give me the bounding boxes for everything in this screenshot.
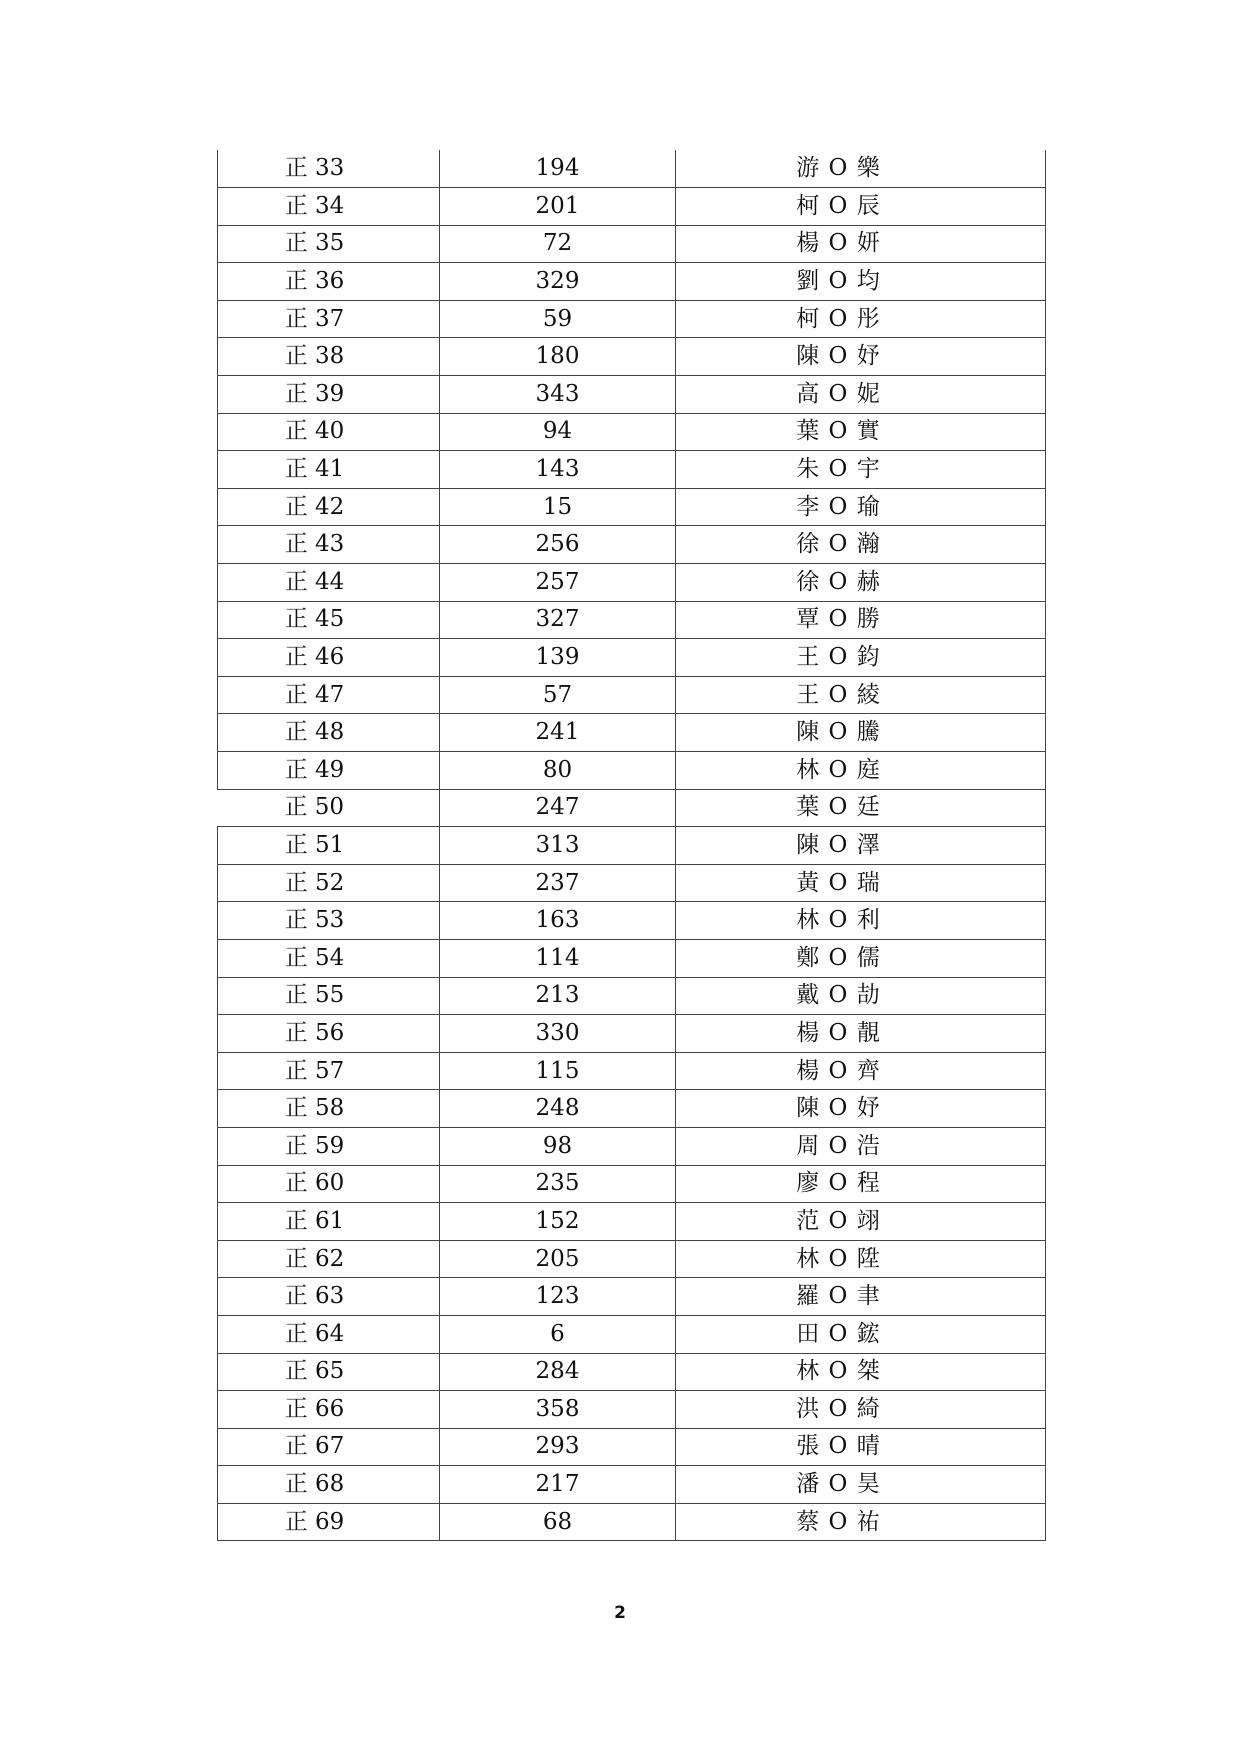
name-cell: 游 O 樂 — [676, 150, 1046, 188]
number-cell: 213 — [440, 977, 676, 1015]
name-cell: 葉 O 實 — [676, 413, 1046, 451]
name-cell: 楊 O 齊 — [676, 1052, 1046, 1090]
table-row — [218, 376, 1046, 414]
id-cell: 正 33 — [218, 150, 440, 188]
table-row — [218, 263, 1046, 301]
table-row — [218, 300, 1046, 338]
table-row — [218, 1127, 1046, 1165]
id-cell: 正 66 — [218, 1391, 440, 1429]
table-row — [218, 1503, 1046, 1541]
table-row — [218, 1165, 1046, 1203]
table-row — [218, 564, 1046, 602]
id-cell: 正 57 — [218, 1052, 440, 1090]
number-cell: 201 — [440, 188, 676, 226]
id-cell: 正 46 — [218, 639, 440, 677]
table-row — [218, 1052, 1046, 1090]
id-cell: 正 36 — [218, 263, 440, 301]
number-cell: 143 — [440, 451, 676, 489]
id-cell: 正 45 — [218, 601, 440, 639]
table-row — [218, 338, 1046, 376]
number-cell: 327 — [440, 601, 676, 639]
id-cell: 正 56 — [218, 1015, 440, 1053]
table-row — [218, 1428, 1046, 1466]
name-cell: 柯 O 彤 — [676, 300, 1046, 338]
table-row — [218, 225, 1046, 263]
table-row — [218, 188, 1046, 226]
number-cell: 358 — [440, 1391, 676, 1429]
id-cell: 正 54 — [218, 939, 440, 977]
number-cell: 256 — [440, 526, 676, 564]
name-cell: 廖 O 程 — [676, 1165, 1046, 1203]
roster-table — [217, 150, 1046, 1541]
roster-table-body — [218, 150, 1046, 1541]
name-cell: 林 O 庭 — [676, 752, 1046, 790]
table-row — [218, 752, 1046, 790]
number-cell: 235 — [440, 1165, 676, 1203]
name-cell: 徐 O 瀚 — [676, 526, 1046, 564]
id-cell: 正 59 — [218, 1127, 440, 1165]
id-cell: 正 48 — [218, 714, 440, 752]
name-cell: 鄭 O 儒 — [676, 939, 1046, 977]
number-cell: 15 — [440, 488, 676, 526]
id-cell: 正 37 — [218, 300, 440, 338]
name-cell: 洪 O 綺 — [676, 1391, 1046, 1429]
number-cell: 152 — [440, 1203, 676, 1241]
name-cell: 葉 O 廷 — [676, 789, 1046, 827]
table-row — [218, 1315, 1046, 1353]
id-cell: 正 35 — [218, 225, 440, 263]
table-row — [218, 902, 1046, 940]
number-cell: 98 — [440, 1127, 676, 1165]
id-cell: 正 44 — [218, 564, 440, 602]
table-row — [218, 827, 1046, 865]
id-cell: 正 34 — [218, 188, 440, 226]
id-cell: 正 40 — [218, 413, 440, 451]
table-row — [218, 939, 1046, 977]
number-cell: 68 — [440, 1503, 676, 1541]
number-cell: 247 — [440, 789, 676, 827]
number-cell: 115 — [440, 1052, 676, 1090]
table-row — [218, 1240, 1046, 1278]
id-cell: 正 39 — [218, 376, 440, 414]
id-cell: 正 41 — [218, 451, 440, 489]
table-row — [218, 1203, 1046, 1241]
table-row — [218, 864, 1046, 902]
table-row — [218, 601, 1046, 639]
id-cell: 正 43 — [218, 526, 440, 564]
number-cell: 248 — [440, 1090, 676, 1128]
name-cell: 林 O 桀 — [676, 1353, 1046, 1391]
table-row — [218, 150, 1046, 188]
name-cell: 高 O 妮 — [676, 376, 1046, 414]
name-cell: 劉 O 均 — [676, 263, 1046, 301]
number-cell: 241 — [440, 714, 676, 752]
id-cell: 正 52 — [218, 864, 440, 902]
name-cell: 徐 O 赫 — [676, 564, 1046, 602]
number-cell: 6 — [440, 1315, 676, 1353]
table-row — [218, 1391, 1046, 1429]
table-row — [218, 639, 1046, 677]
id-cell: 正 47 — [218, 676, 440, 714]
id-cell: 正 51 — [218, 827, 440, 865]
id-cell: 正 69 — [218, 1503, 440, 1541]
number-cell: 330 — [440, 1015, 676, 1053]
number-cell: 94 — [440, 413, 676, 451]
name-cell: 林 O 利 — [676, 902, 1046, 940]
id-cell: 正 60 — [218, 1165, 440, 1203]
name-cell: 王 O 鈞 — [676, 639, 1046, 677]
table-row — [218, 1466, 1046, 1504]
number-cell: 114 — [440, 939, 676, 977]
number-cell: 180 — [440, 338, 676, 376]
page-number: 2 — [614, 1603, 626, 1623]
name-cell: 周 O 浩 — [676, 1127, 1046, 1165]
number-cell: 80 — [440, 752, 676, 790]
number-cell: 217 — [440, 1466, 676, 1504]
id-cell: 正 68 — [218, 1466, 440, 1504]
id-cell: 正 58 — [218, 1090, 440, 1128]
table-row — [218, 977, 1046, 1015]
number-cell: 57 — [440, 676, 676, 714]
number-cell: 257 — [440, 564, 676, 602]
id-cell: 正 64 — [218, 1315, 440, 1353]
name-cell: 田 O 鋐 — [676, 1315, 1046, 1353]
number-cell: 72 — [440, 225, 676, 263]
name-cell: 蔡 O 祐 — [676, 1503, 1046, 1541]
id-cell: 正 65 — [218, 1353, 440, 1391]
number-cell: 329 — [440, 263, 676, 301]
id-cell: 正 67 — [218, 1428, 440, 1466]
number-cell: 284 — [440, 1353, 676, 1391]
table-row — [218, 789, 1046, 827]
table-row — [218, 1353, 1046, 1391]
table-row — [218, 451, 1046, 489]
name-cell: 王 O 綾 — [676, 676, 1046, 714]
name-cell: 覃 O 勝 — [676, 601, 1046, 639]
table-row — [218, 714, 1046, 752]
number-cell: 163 — [440, 902, 676, 940]
name-cell: 陳 O 騰 — [676, 714, 1046, 752]
table-row — [218, 1015, 1046, 1053]
table-row — [218, 1090, 1046, 1128]
table-row — [218, 1278, 1046, 1316]
number-cell: 194 — [440, 150, 676, 188]
name-cell: 羅 O 聿 — [676, 1278, 1046, 1316]
id-cell: 正 42 — [218, 488, 440, 526]
name-cell: 朱 O 宇 — [676, 451, 1046, 489]
name-cell: 潘 O 昊 — [676, 1466, 1046, 1504]
name-cell: 陳 O 妤 — [676, 1090, 1046, 1128]
number-cell: 59 — [440, 300, 676, 338]
table-row — [218, 488, 1046, 526]
id-cell: 正 62 — [218, 1240, 440, 1278]
table-row — [218, 413, 1046, 451]
name-cell: 楊 O 妍 — [676, 225, 1046, 263]
number-cell: 343 — [440, 376, 676, 414]
name-cell: 張 O 晴 — [676, 1428, 1046, 1466]
number-cell: 313 — [440, 827, 676, 865]
number-cell: 139 — [440, 639, 676, 677]
name-cell: 陳 O 妤 — [676, 338, 1046, 376]
id-cell: 正 49 — [218, 752, 440, 790]
name-cell: 范 O 翊 — [676, 1203, 1046, 1241]
id-cell: 正 50 — [218, 789, 440, 827]
name-cell: 林 O 陞 — [676, 1240, 1046, 1278]
name-cell: 柯 O 辰 — [676, 188, 1046, 226]
name-cell: 陳 O 澤 — [676, 827, 1046, 865]
table-row — [218, 676, 1046, 714]
id-cell: 正 38 — [218, 338, 440, 376]
id-cell: 正 63 — [218, 1278, 440, 1316]
table-row — [218, 526, 1046, 564]
name-cell: 戴 O 劼 — [676, 977, 1046, 1015]
id-cell: 正 53 — [218, 902, 440, 940]
number-cell: 237 — [440, 864, 676, 902]
name-cell: 楊 O 靚 — [676, 1015, 1046, 1053]
id-cell: 正 61 — [218, 1203, 440, 1241]
id-cell: 正 55 — [218, 977, 440, 1015]
number-cell: 123 — [440, 1278, 676, 1316]
name-cell: 李 O 瑜 — [676, 488, 1046, 526]
number-cell: 205 — [440, 1240, 676, 1278]
name-cell: 黃 O 瑞 — [676, 864, 1046, 902]
number-cell: 293 — [440, 1428, 676, 1466]
